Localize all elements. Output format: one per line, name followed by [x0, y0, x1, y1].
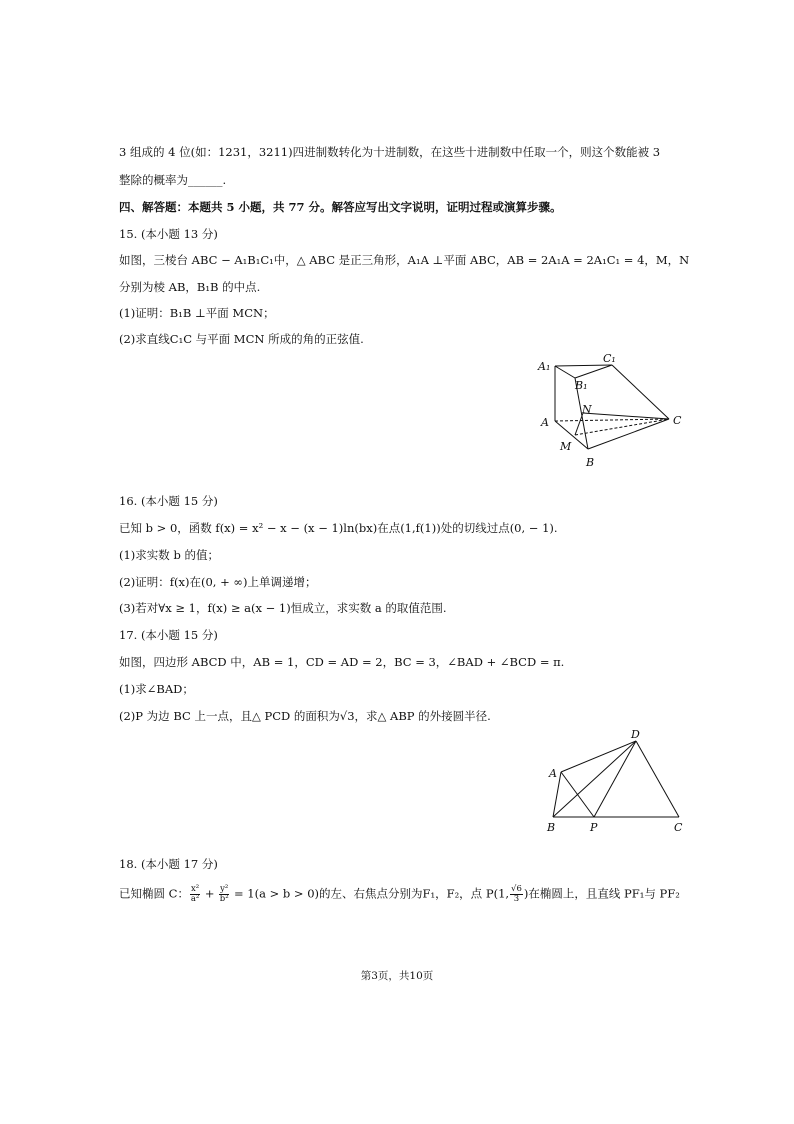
label-c: C	[674, 821, 683, 834]
edge-c1-c	[612, 365, 669, 419]
label-b: B	[586, 456, 595, 469]
fraction-x2-a2	[190, 885, 200, 904]
diagonal-b-d	[553, 741, 636, 817]
fraction-denominator: 3	[513, 894, 520, 904]
fraction-numerator: y²	[220, 884, 229, 894]
q17-part2: (2)P 为边 BC 上一点，且△ PCD 的面积为√3，求△ ABP 的外接圆半径.	[119, 709, 491, 723]
q15-figure-frustum	[530, 348, 690, 473]
segment-n-c	[583, 413, 669, 419]
fraction-denominator: b²	[219, 894, 229, 904]
segment-m-n	[575, 413, 583, 435]
q18-text-c: )在椭圆上，且直线 PF₁与 PF₂	[523, 886, 680, 901]
q18-line1	[119, 885, 680, 904]
section-heading: 四、解答题：本题共 5 小题，共 77 分。解答应写出文字说明，证明过程或演算步骤。	[119, 200, 562, 214]
q15-header: 15. (本小题 13 分)	[119, 227, 218, 241]
edge-d-c	[636, 741, 679, 817]
plus-sign: +	[201, 886, 219, 901]
q16-header: 16. (本小题 15 分)	[119, 494, 218, 508]
fraction-numerator: x²	[190, 884, 200, 894]
label-c1: C₁	[603, 352, 616, 365]
fraction-y2-b2	[219, 885, 229, 904]
label-b: B	[547, 821, 556, 834]
q16-part3: (3)若对∀x ≥ 1，f(x) ≥ a(x − 1)恒成立，求实数 a 的取值范围.	[119, 601, 447, 615]
q14-tail-line2: 整除的概率为______.	[119, 173, 227, 187]
q14-tail-line1: 3 组成的 4 位(如：1231，3211)四进制数转化为十进制数，在这些十进制数中任取一个，则这个数能被 3	[119, 145, 661, 159]
segment-p-d	[594, 741, 636, 817]
edge-b-c	[588, 419, 669, 449]
q17-line1: 如图，四边形 ABCD 中，AB = 1，CD = AD = 2，BC = 3，∠BAD + ∠BCD = π.	[119, 655, 565, 669]
fraction-numerator: √6	[511, 884, 522, 894]
label-a: A	[541, 416, 549, 429]
q15-part2: (2)求直线C₁C 与平面 MCN 所成的角的正弦值.	[119, 332, 364, 346]
segment-a-p	[561, 772, 594, 817]
label-a1: A₁	[538, 360, 551, 373]
label-d: D	[631, 728, 640, 741]
segment-m-c-hidden	[575, 419, 669, 435]
q17-header: 17. (本小题 15 分)	[119, 628, 218, 642]
page-footer: 第3页，共10页	[360, 970, 434, 982]
q15-line2: 分别为棱 AB，B₁B 的中点.	[119, 280, 261, 294]
q18-text-b: = 1(a > b > 0)的左、右焦点分别为F₁，F₂，点 P(1,	[230, 886, 510, 901]
edge-a1-b1	[555, 366, 575, 378]
label-a: A	[549, 767, 557, 780]
edge-a1-c1	[555, 365, 612, 366]
q17-figure-quadrilateral	[540, 724, 690, 839]
q16-part2: (2)证明：f(x)在(0, + ∞)上单调递增；	[119, 575, 317, 589]
q16-line1: 已知 b > 0，函数 f(x) = x² − x − (x − 1)ln(bx)在点(1,f(1))处的切线过点(0, − 1).	[119, 521, 558, 535]
q17-part1: (1)求∠BAD；	[119, 682, 194, 696]
q15-part1: (1)证明：B₁B ⊥平面 MCN；	[119, 306, 275, 320]
edge-a-d	[561, 741, 636, 772]
label-c: C	[673, 414, 682, 427]
fraction-sqrt6-3	[510, 885, 523, 904]
label-m: M	[560, 440, 572, 453]
label-p: P	[590, 821, 598, 834]
q15-line1: 如图，三棱台 ABC − A₁B₁C₁中，△ ABC 是正三角形，A₁A ⊥平面 ABC，AB = 2A₁A = 2A₁C₁ = 4，M，N	[119, 253, 690, 267]
q18-text-a: 已知椭圆 C：	[119, 886, 189, 901]
label-b1: B₁	[575, 379, 588, 392]
edge-b1-c1	[575, 365, 612, 378]
q18-header: 18. (本小题 17 分)	[119, 857, 218, 871]
fraction-denominator: a²	[190, 894, 200, 904]
q16-part1: (1)求实数 b 的值；	[119, 548, 219, 562]
edge-a-c-hidden	[555, 419, 669, 421]
label-n: N	[582, 403, 592, 416]
